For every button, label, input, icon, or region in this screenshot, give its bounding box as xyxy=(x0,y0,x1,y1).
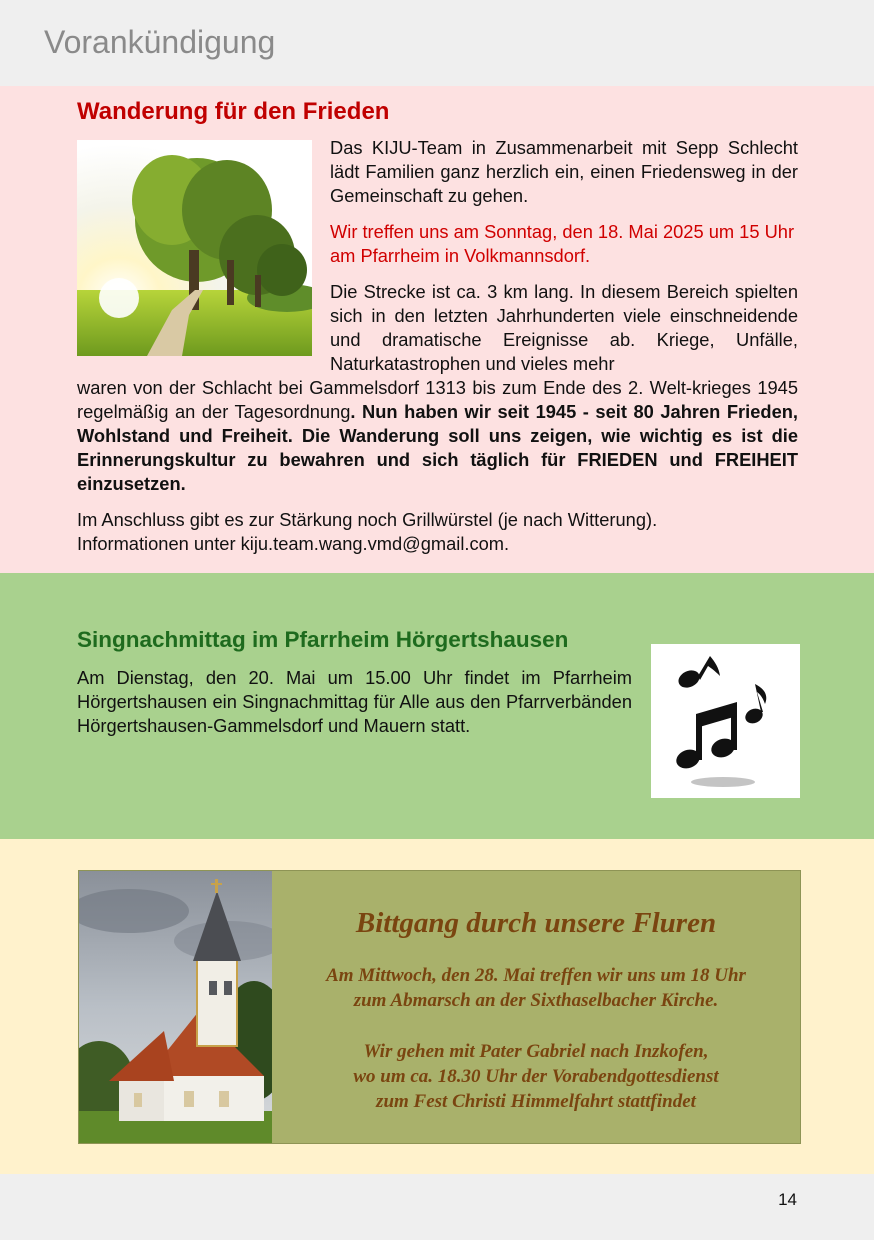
procession-title: Bittgang durch unsere Fluren xyxy=(355,907,717,939)
walk-after xyxy=(77,508,798,556)
walk-section xyxy=(0,86,874,573)
walk-intro: Das KIJU-Team in Zusammenarbeit mit Sepp Schlecht lädt Familien ganz herzlich ein, einen Friedensweg in der Gemeinschaft zu gehen. xyxy=(330,137,798,206)
sing-section xyxy=(0,573,874,839)
music-notes-icon xyxy=(651,644,800,798)
walk-route-bold: . Nun haben wir seit 1945 - seit 80 Jahren Frieden, Wohlstand und Freiheit. Die Wanderung soll uns zeigen, wie wichtig es ist die Erinnerungskultur zu bewahren und sich täglich für FRIEDEN und FREIHEIT einzusetzen. xyxy=(77,401,798,494)
page-number: 14 xyxy=(778,1190,797,1209)
walk-after-line1: Im Anschluss gibt es zur Stärkung noch Grillwürstel (je nach Witterung). xyxy=(77,509,658,530)
procession-box xyxy=(78,870,801,1144)
chapel-image xyxy=(79,871,272,1143)
header-title: Vorankündigung xyxy=(44,24,276,60)
walk-meeting: Wir treffen uns am Sonntag, den 18. Mai 2025 um 15 Uhr am Pfarrheim in Volkmannsdorf. xyxy=(330,221,795,266)
procession-line2: zum Abmarsch an der Sixthaselbacher Kirche. xyxy=(353,990,719,1011)
sing-body: Am Dienstag, den 20. Mai um 15.00 Uhr findet im Pfarrheim Hörgertshausen ein Singnachmittag für Alle aus den Pfarrverbänden Hörgertshausen-Gammelsdorf und Mauern statt. xyxy=(77,667,632,736)
walk-title: Wanderung für den Frieden xyxy=(77,98,390,125)
walk-route-text: waren von der Schlacht bei Gammelsdorf 1313 bis zum Ende des 2. Welt-krieges 1945 regelmäßig an der Tagesordnung xyxy=(77,377,798,422)
procession-line5: zum Fest Christi Himmelfahrt stattfindet xyxy=(376,1091,696,1112)
procession-line4: wo um ca. 18.30 Uhr der Vorabendgottesdienst xyxy=(353,1066,719,1087)
procession-line1: Am Mittwoch, den 28. Mai treffen wir uns um 18 Uhr xyxy=(326,965,746,986)
procession-section xyxy=(0,839,874,1174)
walk-route-top: Die Strecke ist ca. 3 km lang. In diesem Bereich spielten sich in den letzten Jahrhunderten viele einschneidende und dramatische Ereignisse ab. Kriege, Unfälle, Naturkatastrophen und vieles mehr xyxy=(330,281,798,374)
walk-route-bottom xyxy=(77,376,798,496)
tree-path-image xyxy=(77,140,312,356)
walk-after-line2: Informationen unter kiju.team.wang.vmd@gmail.com. xyxy=(77,533,510,554)
page-header xyxy=(0,0,874,86)
sing-title: Singnachmittag im Pfarrheim Hörgertshausen xyxy=(77,627,569,652)
procession-line3: Wir gehen mit Pater Gabriel nach Inzkofen, xyxy=(363,1041,709,1062)
